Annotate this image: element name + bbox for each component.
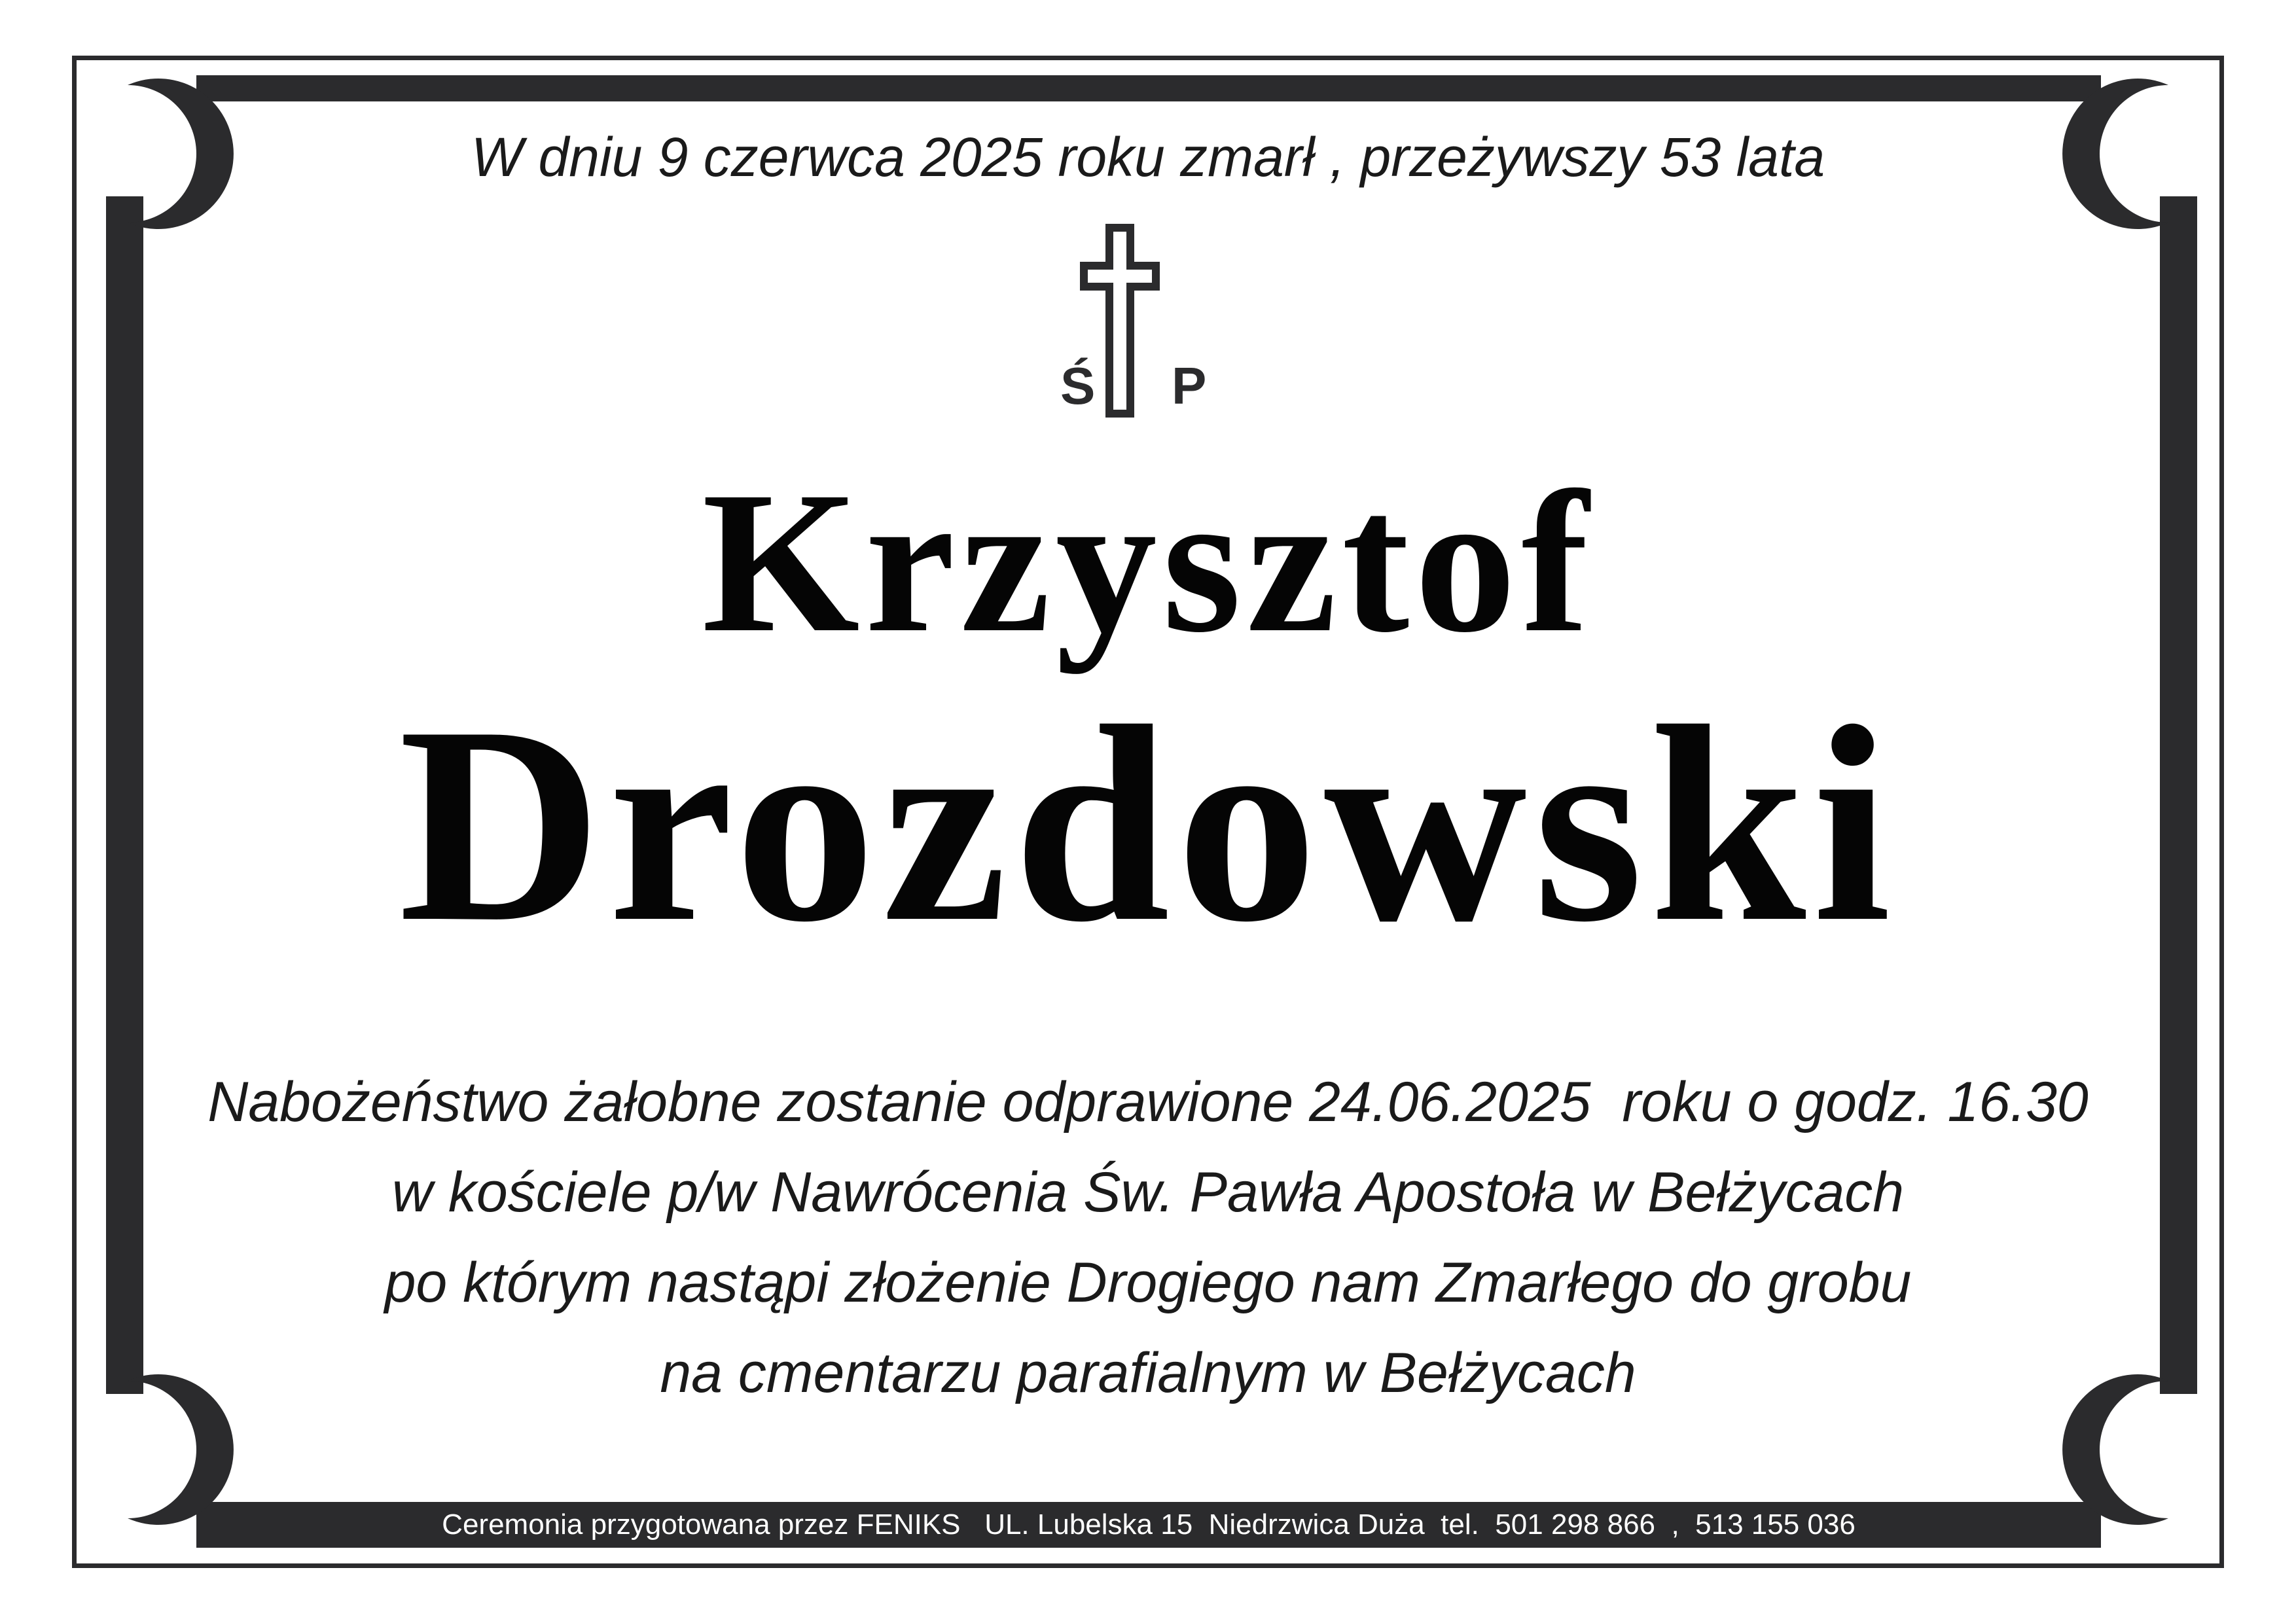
ceremony-details bbox=[0, 1057, 2296, 1418]
deceased-last-name: Drozdowski bbox=[398, 669, 1898, 980]
ceremony-line: na cmentarzu parafialnym w Bełżycach bbox=[660, 1342, 1636, 1404]
ceremony-line: po którym nastąpi złożenie Drogiego nam Zmarłego do grobu bbox=[384, 1251, 1912, 1314]
sp-letter-p: P bbox=[1172, 357, 1207, 415]
ceremony-line: Nabożeństwo żałobne zostanie odprawione 24.06.2025 roku o godz. 16.30 bbox=[207, 1071, 2089, 1133]
footer-credits: Ceremonia przygotowana przez FENIKS UL. Lubelska 15 Niedrzwica Duża tel. 501 298 866 , 513 155 036 bbox=[442, 1508, 1856, 1541]
sp-letter-s: Ś bbox=[1060, 357, 1096, 415]
ceremony-line: w kościele p/w Nawrócenia Św. Pawła Apostoła w Bełżycach bbox=[391, 1161, 1905, 1224]
frame-top-bar bbox=[196, 75, 2101, 101]
deceased-first-name: Krzysztof bbox=[702, 450, 1594, 675]
intro-line: W dniu 9 czerwca 2025 roku zmarł , przeżywszy 53 lata bbox=[471, 126, 1825, 188]
